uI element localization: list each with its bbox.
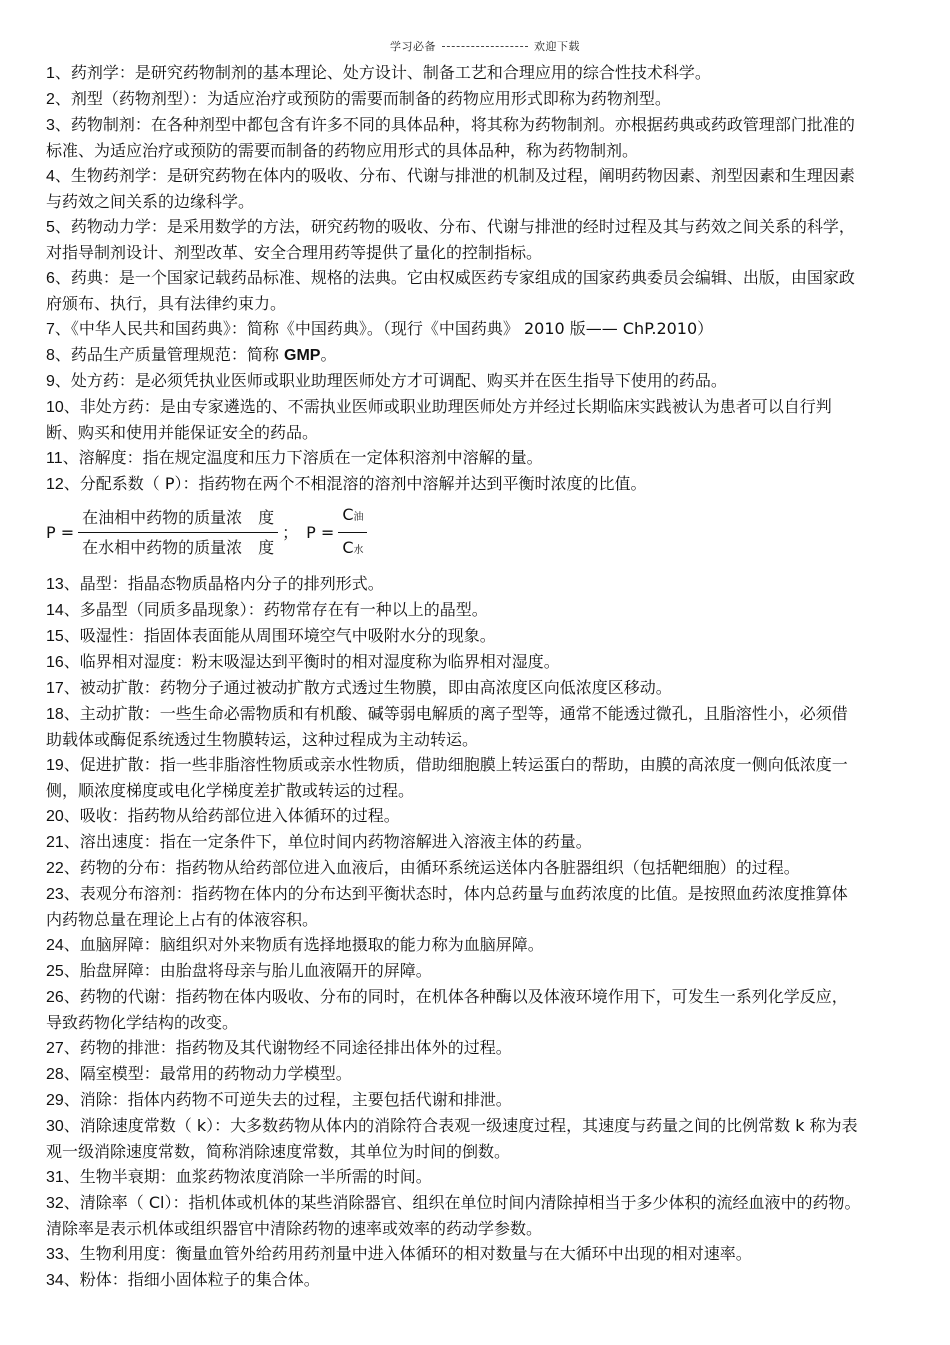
entry-number: 5 — [46, 219, 55, 236]
definition-entry — [46, 701, 861, 752]
definition-entry — [46, 803, 861, 829]
entry-number: 22 — [46, 860, 64, 877]
formula-lhs-2: P = — [306, 522, 335, 542]
definition-entry — [46, 752, 861, 803]
definition-entry — [46, 214, 861, 265]
entry-number: 15 — [46, 628, 64, 645]
definition-entry — [46, 958, 861, 984]
definition-entry — [46, 316, 861, 342]
entry-text: 、药物制剂：在各种剂型中都包含有许多不同的具体品种，将其称为药物制剂。亦根据药典或药政管理部门批准的标准、为适应治疗或预防的需要而制备的药物应用形式的具体品种，称为药物制剂。 — [46, 115, 855, 160]
document-body — [46, 60, 861, 1293]
entry-text: 、吸收：指药物从给药部位进入体循环的过程。 — [63, 806, 400, 825]
entry-text: 、清除率（ Cl）：指机体或机体的某些消除器官、组织在单位时间内清除掉相当于多少体积的流经血液中的药物。清除率是表示机体或组织器官中清除药物的速率或效率的药动学参数。 — [46, 1193, 861, 1238]
entry-abbreviation: GMP — [284, 347, 321, 364]
entry-text: 、药物的排泄：指药物及其代谢物经不同途径排出体外的过程。 — [63, 1038, 512, 1057]
definition-entry — [46, 265, 861, 316]
entry-text: 、《中华人民共和国药典》：简称《中国药典》。（现行《中国药典》 2010 版—— ChP.2010） — [54, 319, 714, 338]
entry-number: 3 — [46, 117, 55, 134]
formula-denominator: 在水相中药物的质量浓 度 — [82, 537, 275, 557]
definition-entry — [46, 984, 861, 1035]
entry-number: 11 — [46, 450, 63, 467]
entry-text: 、被动扩散：药物分子通过被动扩散方式透过生物膜，即由高浓度区向低浓度区移动。 — [63, 678, 672, 697]
entry-number: 4 — [46, 168, 55, 185]
entry-text: 、溶解度：指在规定温度和压力下溶质在一定体积溶剂中溶解的量。 — [62, 448, 543, 467]
entry-text: 、药物的分布：指药物从给药部位进入血液后，由循环系统运送体内各脏器组织（包括靶细胞）的过程。 — [63, 858, 800, 877]
definition-entry — [46, 1190, 861, 1241]
definition-entry — [46, 649, 861, 675]
entry-number: 30 — [46, 1118, 64, 1135]
definition-entry — [46, 112, 861, 163]
entry-text: 、多晶型（同质多晶现象）：药物常存在有一种以上的晶型。 — [63, 600, 488, 619]
entry-number: 16 — [46, 654, 64, 671]
definition-entry — [46, 571, 861, 597]
entry-text: 、药剂学：是研究药物制剂的基本理论、处方设计、制备工艺和合理应用的综合性技术科学。 — [54, 63, 711, 82]
definition-entry — [46, 597, 861, 623]
entry-text: 、临界相对湿度：粉末吸湿达到平衡时的相对湿度称为临界相对湿度。 — [63, 652, 560, 671]
entry-number: 10 — [46, 399, 64, 416]
entry-text: 、处方药：是必须凭执业医师或职业助理医师处方才可调配、购买并在医生指导下使用的药品。 — [54, 371, 727, 390]
entry-number: 13 — [46, 576, 64, 593]
definition-entry — [46, 394, 861, 445]
header-divider — [442, 46, 528, 47]
header-right-text: 欢迎下载 — [534, 40, 580, 53]
formula-c-oil: C — [342, 504, 354, 524]
formula-separator: ； — [282, 522, 299, 542]
header-left-text: 学习必备 — [390, 40, 436, 53]
entry-text: 、晶型：指晶态物质晶格内分子的排列形式。 — [63, 574, 384, 593]
entry-number: 14 — [46, 602, 64, 619]
entry-text: 、药物动力学：是采用数学的方法，研究药物的吸收、分布、代谢与排泄的经时过程及其与药效之间关系的科学，对指导制剂设计、剂型改革、安全合理用药等提供了量化的控制指标。 — [46, 217, 855, 262]
definition-entry — [46, 368, 861, 394]
formula-fraction-2 — [338, 502, 367, 563]
page-header — [390, 38, 580, 54]
entry-number: 18 — [46, 706, 64, 723]
formula-oil-subscript: 油 — [353, 511, 364, 523]
definition-entry — [46, 1241, 861, 1267]
definition-entry — [46, 445, 861, 471]
entry-text: 、血脑屏障：脑组织对外来物质有选择地摄取的能力称为血脑屏障。 — [63, 935, 544, 954]
entry-number: 29 — [46, 1092, 64, 1109]
entry-number: 7 — [46, 321, 55, 338]
entry-number: 34 — [46, 1272, 64, 1289]
entry-text: 、表观分布溶剂：指药物在体内的分布达到平衡状态时，体内总药量与血药浓度的比值。是按照血药浓度推算体内药物总量在理论上占有的体液容积。 — [46, 884, 848, 929]
definition-entry — [46, 829, 861, 855]
entry-number: 2 — [46, 91, 55, 108]
entry-number: 20 — [46, 808, 64, 825]
entry-text: 、分配系数（ P）：指药物在两个不相混溶的溶剂中溶解并达到平衡时浓度的比值。 — [63, 474, 647, 493]
entry-number: 9 — [46, 373, 55, 390]
entry-text: 、药品生产质量管理规范：简称 — [54, 345, 284, 364]
entry-number: 32 — [46, 1195, 64, 1212]
definition-entry — [46, 855, 861, 881]
entry-text: 、主动扩散：一些生命必需物质和有机酸、碱等弱电解质的离子型等，通常不能透过微孔，且脂溶性小，必须借助载体或酶促系统透过生物膜转运，这种过程成为主动转运。 — [46, 704, 848, 749]
entry-text: 、生物半衰期：血浆药物浓度消除一半所需的时间。 — [63, 1167, 432, 1186]
formula-lhs: P = — [46, 522, 75, 542]
definition-list-part-2 — [46, 571, 861, 1293]
entry-text: 、药典：是一个国家记载药品标准、规格的法典。它由权威医药专家组成的国家药典委员会编辑、出版，由国家政府颁布、执行，具有法律约束力。 — [46, 268, 855, 313]
definition-entry — [46, 163, 861, 214]
entry-text: 、剂型（药物剂型）：为适应治疗或预防的需要而制备的药物应用形式即称为药物剂型。 — [54, 89, 671, 108]
entry-number: 33 — [46, 1246, 64, 1263]
entry-number: 17 — [46, 680, 64, 697]
entry-text: 、胎盘屏障：由胎盘将母亲与胎儿血液隔开的屏障。 — [63, 961, 432, 980]
definition-entry — [46, 1061, 861, 1087]
entry-text: 、溶出速度：指在一定条件下，单位时间内药物溶解进入溶液主体的药量。 — [63, 832, 592, 851]
definition-entry — [46, 675, 861, 701]
entry-number: 19 — [46, 757, 64, 774]
definition-entry — [46, 623, 861, 649]
formula-numerator: 在油相中药物的质量浓 度 — [78, 505, 278, 533]
definition-entry — [46, 1087, 861, 1113]
entry-number: 12 — [46, 476, 64, 493]
entry-number: 21 — [46, 834, 64, 851]
partition-coefficient-formula — [46, 503, 861, 565]
entry-text: 、隔室模型：最常用的药物动力学模型。 — [63, 1064, 352, 1083]
definition-entry — [46, 1035, 861, 1061]
entry-text: 、消除速度常数（ k）：大多数药物从体内的消除符合表观一级速度过程，其速度与药量之间的比例常数 k 称为表观一级消除速度常数，简称消除速度常数，其单位为时间的倒数。 — [46, 1116, 858, 1161]
definition-list-part-1 — [46, 60, 861, 497]
entry-tail: 。 — [320, 345, 337, 364]
entry-number: 31 — [46, 1169, 64, 1186]
entry-text: 、促进扩散：指一些非脂溶性物质或亲水性物质，借助细胞膜上转运蛋白的帮助，由膜的高浓度一侧向低浓度一侧，顺浓度梯度或电化学梯度差扩散或转运的过程。 — [46, 755, 848, 800]
entry-text: 、非处方药：是由专家遴选的、不需执业医师或职业助理医师处方并经过长期临床实践被认为患者可以自行判断、购买和使用并能保证安全的药品。 — [46, 397, 832, 442]
definition-entry — [46, 60, 861, 86]
entry-number: 24 — [46, 937, 64, 954]
formula-water-subscript: 水 — [353, 544, 364, 556]
entry-text: 、生物利用度：衡量血管外给药用药剂量中进入体循环的相对数量与在大循环中出现的相对速率。 — [63, 1244, 752, 1263]
formula-c-water: C — [342, 537, 354, 557]
entry-text: 、吸湿性：指固体表面能从周围环境空气中吸附水分的现象。 — [63, 626, 496, 645]
entry-number: 28 — [46, 1066, 64, 1083]
entry-text: 、粉体：指细小固体粒子的集合体。 — [63, 1270, 320, 1289]
entry-number: 1 — [46, 65, 55, 82]
entry-text: 、药物的代谢：指药物在体内吸收、分布的同时，在机体各种酶以及体液环境作用下，可发生一系列化学反应，导致药物化学结构的改变。 — [46, 987, 848, 1032]
definition-entry — [46, 1164, 861, 1190]
entry-number: 26 — [46, 989, 64, 1006]
definition-entry — [46, 1113, 861, 1164]
definition-entry — [46, 881, 861, 932]
definition-entry — [46, 1267, 861, 1293]
definition-entry — [46, 86, 861, 112]
definition-entry — [46, 471, 861, 497]
entry-number: 23 — [46, 886, 64, 903]
entry-number: 27 — [46, 1040, 64, 1057]
entry-text: 、消除：指体内药物不可逆失去的过程，主要包括代谢和排泄。 — [63, 1090, 512, 1109]
entry-number: 6 — [46, 270, 55, 287]
entry-text: 、生物药剂学：是研究药物在体内的吸收、分布、代谢与排泄的机制及过程，阐明药物因素、剂型因素和生理因素与药效之间关系的边缘科学。 — [46, 166, 855, 211]
entry-number: 25 — [46, 963, 64, 980]
definition-entry — [46, 932, 861, 958]
definition-entry — [46, 342, 861, 368]
entry-number: 8 — [46, 347, 55, 364]
formula-fraction-1 — [78, 505, 278, 560]
